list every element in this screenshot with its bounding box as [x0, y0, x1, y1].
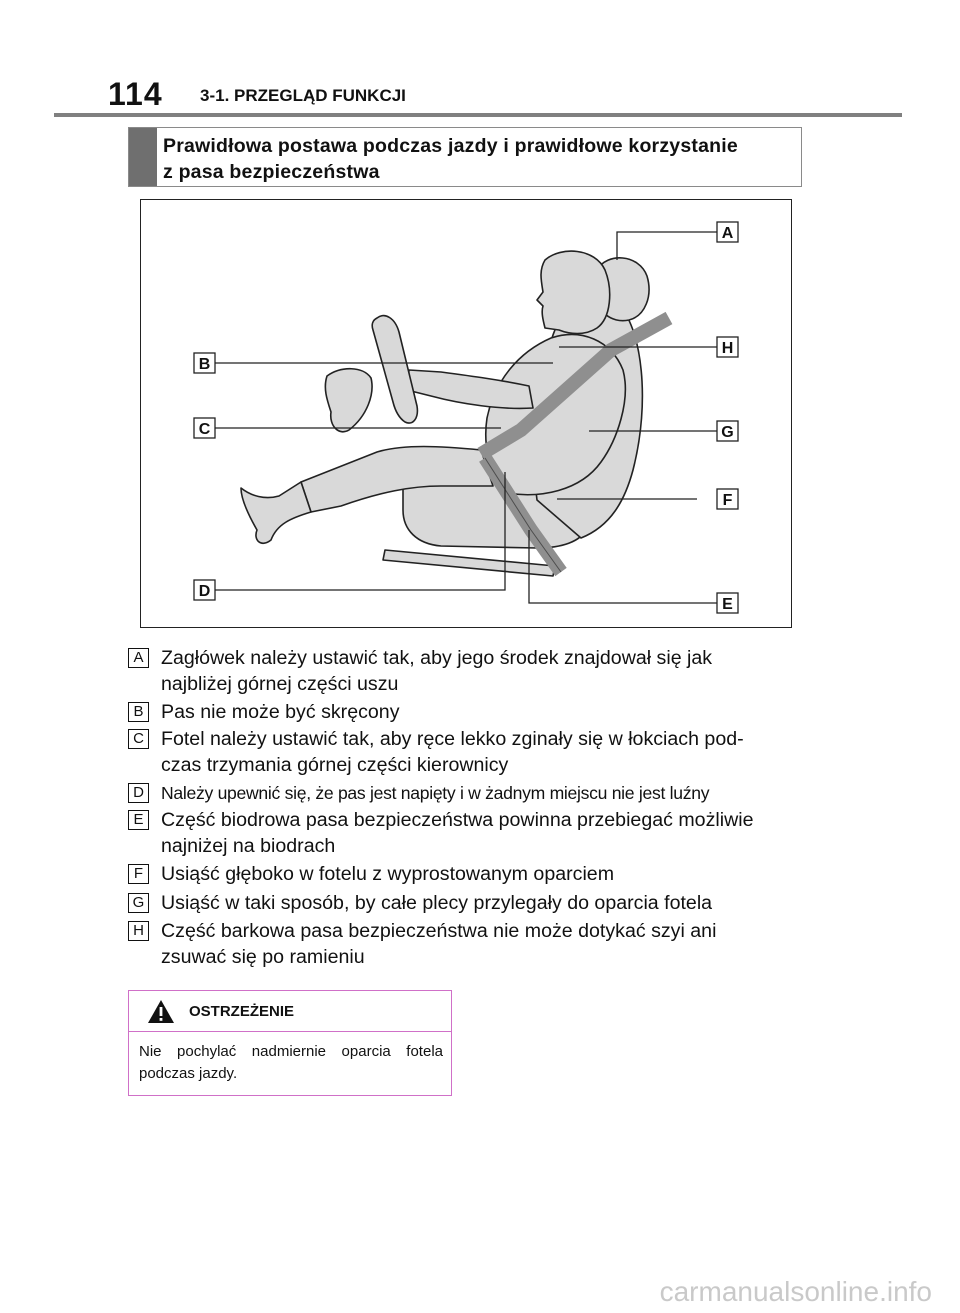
svg-text:F: F [722, 492, 733, 509]
item-text: Zagłówek należy ustawić tak, aby jego środek znajdował się jak najbliżej górnej części uszu [161, 647, 713, 695]
item-text: Należy upewnić się, że pas jest napięty i w żadnym miejscu nie jest luźny [161, 783, 710, 803]
warning-text: Nie pochylać nadmiernie oparcia fotela podczas jazdy. [139, 1043, 443, 1082]
seating-posture-illustration [140, 199, 792, 628]
watermark: carmanualsonline.info [659, 1276, 932, 1307]
page-number: 114 [108, 76, 163, 112]
callout-d [194, 580, 215, 600]
item-text: Fotel należy ustawić tak, aby ręce lekko zginały się w łokciach pod- czas trzymania górnej części kierownicy [161, 728, 744, 776]
svg-text:D: D [198, 583, 211, 600]
dashboard-panel [325, 369, 372, 432]
callout-f [717, 489, 738, 509]
warning-title: OSTRZEŻENIE [189, 1003, 295, 1020]
item-letter: F [128, 864, 149, 884]
callout-e [717, 593, 738, 613]
svg-text:C: C [198, 421, 211, 438]
item-text: Część biodrowa pasa bezpieczeństwa powinna przebiegać możliwie najniżej na biodrach [161, 809, 754, 857]
svg-text:H: H [721, 340, 734, 357]
callout-a [717, 222, 738, 242]
topic-title: Prawidłowa postawa podczas jazdy i prawidłowe korzystanie z pasa bezpieczeństwa [163, 135, 738, 183]
callout-b [194, 353, 215, 373]
header-divider [54, 113, 902, 117]
item-letter: G [128, 893, 149, 913]
svg-text:B: B [198, 356, 211, 373]
callout-c [194, 418, 215, 438]
item-letter: H [128, 921, 149, 941]
svg-text:A: A [721, 225, 734, 242]
svg-text:E: E [722, 596, 733, 613]
item-letter: C [128, 729, 149, 749]
item-letter: D [128, 783, 149, 803]
item-letter: E [128, 810, 149, 830]
warning-box [128, 990, 452, 1096]
item-text: Pas nie może być skręcony [161, 701, 400, 723]
item-letter: A [128, 648, 149, 668]
title-accent-bar [129, 128, 157, 186]
driver-head [537, 251, 610, 333]
item-text: Część barkowa pasa bezpieczeństwa nie może dotykać szyi ani zsuwać się po ramieniu [161, 920, 717, 968]
warning-header [129, 991, 451, 1032]
warning-triangle-icon [147, 999, 175, 1024]
lower-leg-and-shoe [241, 482, 311, 543]
item-letter: B [128, 702, 149, 722]
driver-seat-drawing [141, 200, 793, 629]
item-text: Usiąść głęboko w fotelu z wyprostowanym oparciem [161, 863, 615, 885]
section-title: 3-1. PRZEGLĄD FUNKCJI [200, 86, 406, 105]
topic-title-box [128, 127, 802, 187]
callout-g [717, 421, 738, 441]
item-text: Usiąść w taki sposób, by całe plecy przylegały do oparcia fotela [161, 892, 713, 914]
svg-text:G: G [721, 424, 734, 441]
callout-h [717, 337, 738, 357]
